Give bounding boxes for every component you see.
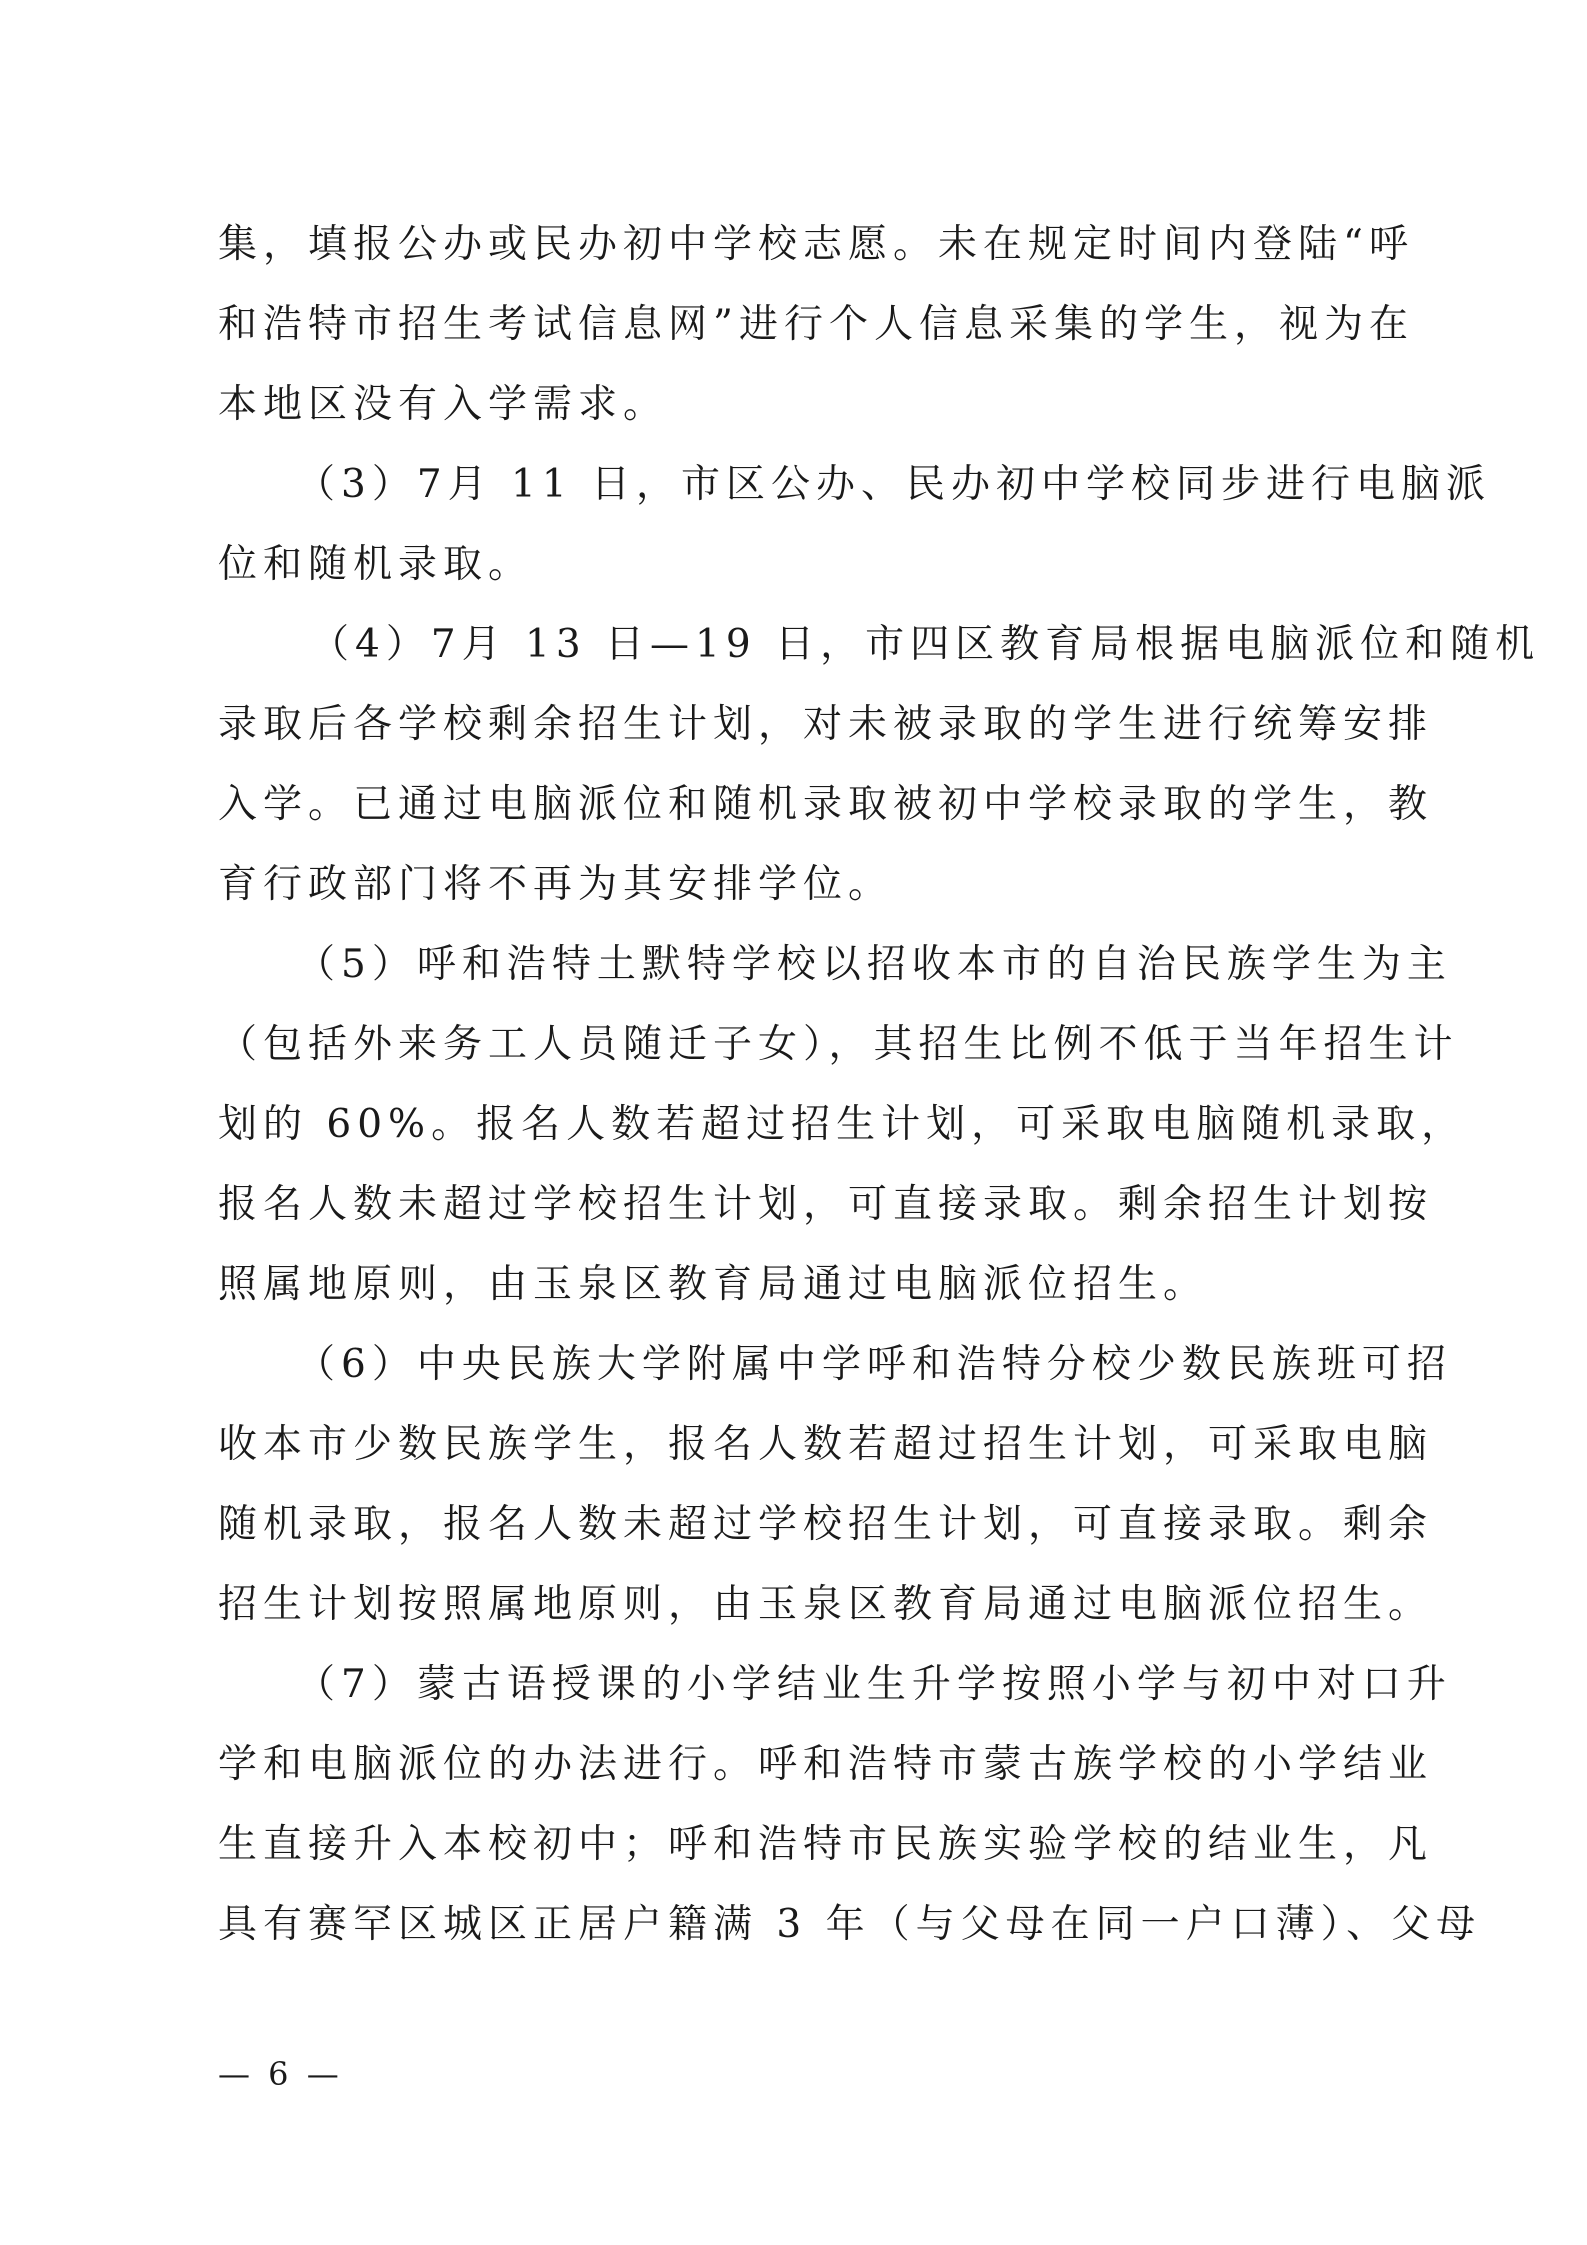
text-line: 学和电脑派位的办法进行。呼和浩特市蒙古族学校的小学结业	[218, 1742, 1434, 1787]
text-line: 本地区没有入学需求。	[218, 382, 669, 427]
text-line: 随机录取，报名人数未超过学校招生计划，可直接录取。剩余	[218, 1502, 1434, 1547]
text-line: 育行政部门将不再为其安排学位。	[218, 862, 894, 907]
text-line: 录取后各学校剩余招生计划，对未被录取的学生进行统筹安排	[218, 702, 1434, 747]
text-line: 具有赛罕区城区正居户籍满 3 年（与父母在同一户口薄）、父母	[218, 1902, 1482, 1947]
text-line: 划的 60%。报名人数若超过招生计划，可采取电脑随机录取，	[218, 1102, 1467, 1147]
paragraph-5-start: （5）呼和浩特土默特学校以招收本市的自治民族学生为主	[296, 942, 1452, 987]
text-line: 生直接升入本校初中；呼和浩特市民族实验学校的结业生，凡	[218, 1822, 1434, 1867]
text-line: 入学。已通过电脑派位和随机录取被初中学校录取的学生，教	[218, 782, 1434, 827]
text-line: （包括外来务工人员随迁子女），其招生比例不低于当年招生计	[218, 1022, 1459, 1067]
paragraph-7-start: （7）蒙古语授课的小学结业生升学按照小学与初中对口升	[296, 1662, 1452, 1707]
text-line: 集，填报公办或民办初中学校志愿。未在规定时间内登陆“呼	[218, 222, 1414, 267]
paragraph-6-start: （6）中央民族大学附属中学呼和浩特分校少数民族班可招	[296, 1342, 1452, 1387]
body-text	[218, 205, 1541, 1965]
text-line: 招生计划按照属地原则，由玉泉区教育局通过电脑派位招生。	[218, 1582, 1434, 1627]
text-line: 收本市少数民族学生，报名人数若超过招生计划，可采取电脑	[218, 1422, 1434, 1467]
text-line: 位和随机录取。	[218, 542, 534, 587]
text-line: 照属地原则，由玉泉区教育局通过电脑派位招生。	[218, 1262, 1209, 1307]
text-line: 和浩特市招生考试信息网”进行个人信息采集的学生，视为在	[218, 302, 1414, 347]
paragraph-4-start: （4）7月 13 日—19 日，市四区教育局根据电脑派位和随机	[310, 622, 1541, 667]
text-line: 报名人数未超过学校招生计划，可直接录取。剩余招生计划按	[218, 1182, 1434, 1227]
page-number: — 6 —	[218, 2055, 343, 2093]
paragraph-3-start: （3）7月 11 日，市区公办、民办初中学校同步进行电脑派	[296, 462, 1492, 507]
